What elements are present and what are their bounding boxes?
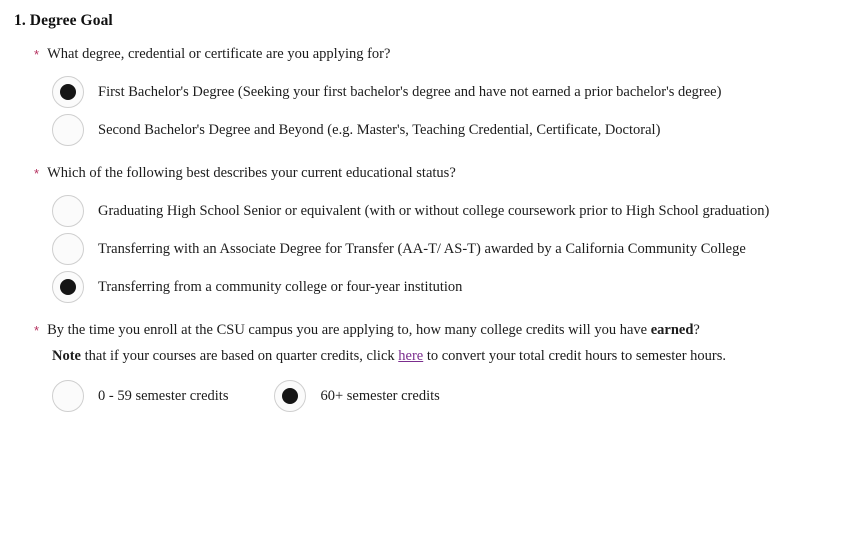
note-part2: to convert your total credit hours to semester hours. [423,348,727,364]
option-second-bachelors[interactable] [52,111,843,149]
note-part1: that if your courses are based on quarter credits, click [81,348,399,364]
radio-icon[interactable] [52,271,84,303]
option-label: Transferring with an Associate Degree for Transfer (AA-T/ AS-T) awarded by a California Community College [98,241,746,257]
options-degree-goal [34,73,843,149]
option-transferring-community-college[interactable] [52,268,843,306]
radio-icon[interactable] [52,114,84,146]
required-icon: * [34,323,40,338]
radio-icon[interactable] [52,233,84,265]
required-icon: * [34,47,40,62]
option-label: Second Bachelor's Degree and Beyond (e.g. Master's, Teaching Credential, Certificate, Doctoral) [98,122,661,138]
question-degree-goal [34,46,843,149]
option-label: Transferring from a community college or four-year institution [98,279,463,295]
question-header [34,322,843,339]
radio-icon[interactable] [52,195,84,227]
question-label-part3: ? [693,322,700,338]
option-0-59-credits[interactable] [52,377,228,415]
options-college-credits [52,377,843,415]
question-label-part1: By the time you enroll at the CSU campus you are applying to, how many college credits will you have [47,322,651,338]
option-transferring-with-aa-t[interactable] [52,230,843,268]
page-title: 1. Degree Goal [14,12,113,29]
option-label: 0 - 59 semester credits [98,388,229,404]
required-icon: * [34,166,40,181]
option-label: First Bachelor's Degree (Seeking your first bachelor's degree and have not earned a prior bachelor's degree) [98,84,722,100]
quarter-credits-note [52,347,843,365]
question-label-emphasis: earned [650,322,694,338]
question-header [34,165,843,182]
question-label: Which of the following best describes your current educational status? [47,165,456,181]
option-label: 60+ semester credits [320,388,440,404]
question-college-credits [34,322,843,415]
option-label: Graduating High School Senior or equivalent (with or without college coursework prior to High School graduation) [98,203,770,219]
radio-icon[interactable] [274,380,306,412]
convert-credits-link[interactable]: here [398,348,424,364]
radio-icon[interactable] [52,76,84,108]
option-60-plus-credits[interactable] [274,377,439,415]
question-label [47,322,700,339]
radio-icon[interactable] [52,380,84,412]
note-bold: Note [52,348,81,364]
option-graduating-high-school-senior[interactable] [52,192,843,230]
question-educational-status [34,165,843,306]
option-first-bachelors[interactable] [52,73,843,111]
options-educational-status [34,192,843,306]
question-label: What degree, credential or certificate are you applying for? [47,46,391,62]
question-header [34,46,843,63]
